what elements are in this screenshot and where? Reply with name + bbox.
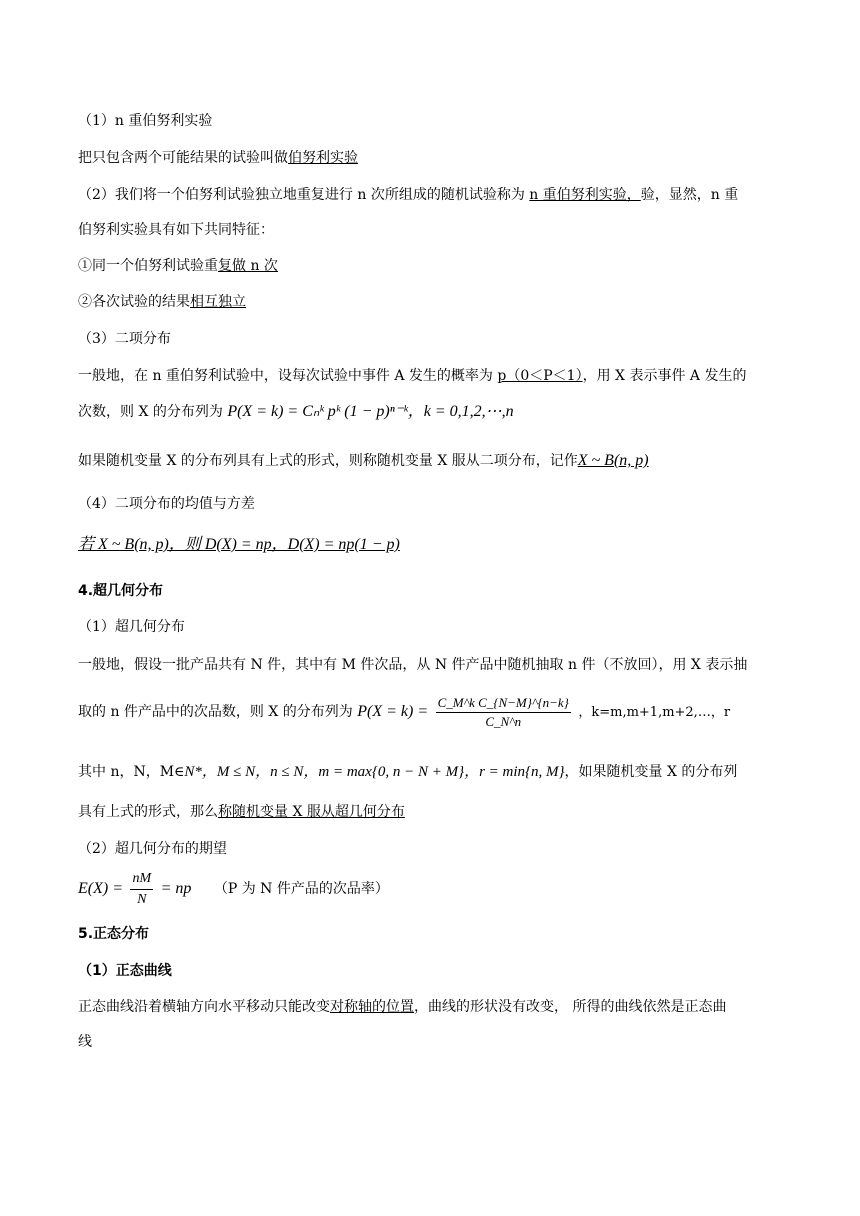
heading-binomial: （3）二项分布 bbox=[78, 331, 171, 347]
bernoulli-definition: 把只包含两个可能结果的试验叫做伯努利实验 bbox=[78, 150, 358, 166]
heading-normal-curve: （1）正态曲线 bbox=[78, 963, 172, 979]
term-bernoulli-trial: 伯努利实验 bbox=[288, 150, 358, 166]
binomial-text-line1: 一般地，在 n 重伯努利试验中，设每次试验中事件 A 发生的概率为 p（0＜P＜1），用 X 表示事件 A 发生的 bbox=[78, 368, 747, 384]
hypergeometric-conditions-line1: 其中 n，N，M∈N*，M ≤ N，n ≤ N，m = max{0, n − N + M}，r = min{n, M}，如果随机变量 X 的分布列 bbox=[78, 764, 738, 780]
term-n-bernoulli: n 重伯努利实验， bbox=[529, 187, 641, 203]
heading-binomial-mean-variance: （4）二项分布的均值与方差 bbox=[78, 496, 255, 512]
hypergeometric-text-line2: 取的 n 件产品中的次品数，则 X 的分布列为 P(X = k) = $\frac{\text{C\_M\textasciicircum{}k C\_\{N−M\}\textasciicircum{}\{n−k\}}}{C\_N\^{}n}$ ，k=m,m+1,m+2,…，r bbox=[78, 694, 731, 729]
section-title-hypergeometric: 4.超几何分布 bbox=[78, 583, 164, 599]
hypergeometric-fraction: $\frac{\text{C\_M\textasciicircum{}k C\_\{N−M\}\textasciicircum{}\{n−k\}}}{C\_N\^{}n}$ bbox=[437, 694, 569, 729]
normal-curve-text-line2: 线 bbox=[78, 1034, 92, 1050]
binomial-formula: P(X = k) = Cₙᵏ pᵏ (1 − p)ⁿ⁻ᵏ，k = 0,1,2,⋯,n bbox=[227, 403, 514, 420]
heading-hypergeometric-expectation: （2）超几何分布的期望 bbox=[78, 841, 227, 857]
heading-bernoulli: （1）n 重伯努利实验 bbox=[78, 113, 213, 129]
binomial-text-line2: 次数，则 X 的分布列为 P(X = k) = Cₙᵏ pᵏ (1 − p)ⁿ⁻ᵏ，k = 0,1,2,⋯,n bbox=[78, 403, 514, 420]
binomial-notation: 如果随机变量 X 的分布列具有上式的形式，则称随机变量 X 服从二项分布，记作X ~ B(n, p) bbox=[78, 452, 649, 469]
binomial-mean-variance-formula: 若 X ~ B(n, p)，则 D(X) = np，D(X) = np(1 − p) bbox=[78, 536, 400, 553]
n-bernoulli-definition-line2: 伯努利实验具有如下共同特征： bbox=[78, 222, 274, 238]
binomial-symbol: X ~ B(n, p) bbox=[577, 452, 649, 469]
feature-2: ②各次试验的结果相互独立 bbox=[78, 294, 246, 310]
feature-1: ①同一个伯努利试验重复做 n 次 bbox=[78, 258, 278, 274]
hypergeometric-expectation-formula: E(X) = $\frac{nM}{N}$ = np （P 为 N 件产品的次品率） bbox=[78, 866, 389, 912]
section-title-normal: 5.正态分布 bbox=[78, 926, 150, 942]
n-bernoulli-definition-line1: （2）我们将一个伯努利试验独立地重复进行 n 次所组成的随机试验称为 n 重伯努利实验，验，显然，n 重 bbox=[78, 187, 739, 203]
expectation-fraction: $\frac{nM}{N}$ bbox=[132, 870, 152, 907]
heading-hypergeometric: （1）超几何分布 bbox=[78, 619, 185, 635]
hypergeometric-text-line1: 一般地，假设一批产品共有 N 件，其中有 M 件次品，从 N 件产品中随机抽取 n 件（不放回），用 X 表示抽 bbox=[78, 657, 748, 673]
hypergeometric-conditions-line2: 具有上式的形式，那么称随机变量 X 服从超几何分布 bbox=[78, 804, 405, 820]
normal-curve-text-line1: 正态曲线沿着横轴方向水平移动只能改变对称轴的位置，曲线的形状没有改变， 所得的曲线依然是正态曲 bbox=[78, 999, 727, 1015]
